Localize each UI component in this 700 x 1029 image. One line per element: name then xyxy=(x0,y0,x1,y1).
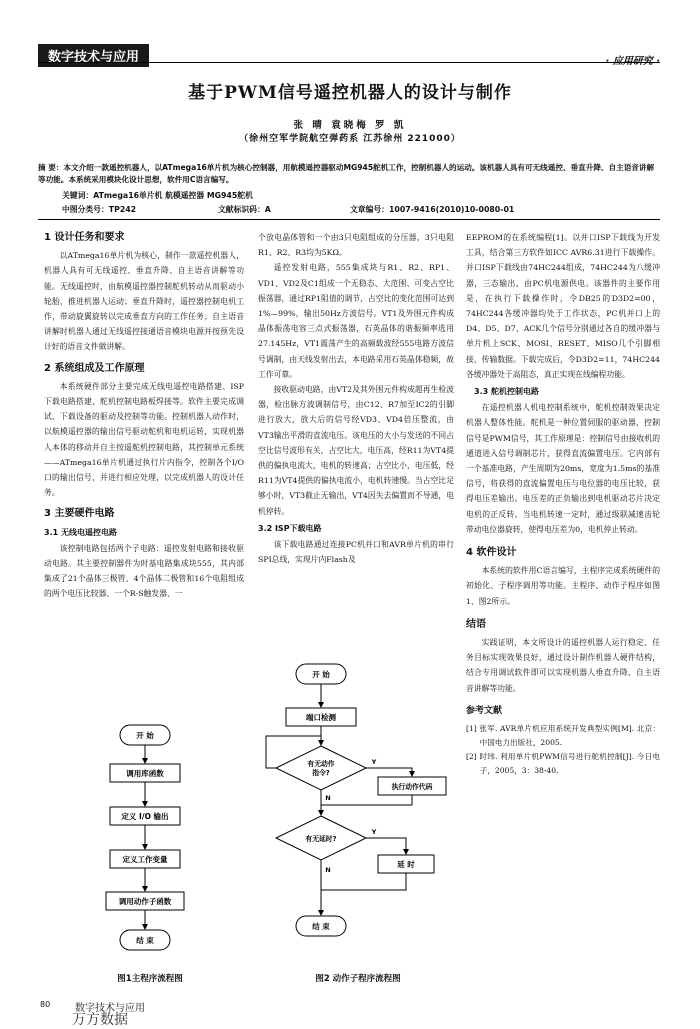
fig2-end-label: 结 束 xyxy=(312,922,330,931)
section-3-1-heading: 3.1 无线电遥控电路 xyxy=(44,527,117,537)
fig2-dec1-line2: 指令? xyxy=(312,769,330,777)
fig2-box3-label: 延 时 xyxy=(397,860,415,869)
references-heading: 参考文献 xyxy=(466,705,503,716)
section-2-paragraph: 本系统硬件部分主要完成无线电遥控电路搭建、ISP下载电路搭建、舵机控制电路板焊接等。软件主要完成调试、下载设备的驱动及控制等功能。控制机器人动作时，以航模遥控器的输出信号驱动舵机和电机运转，实现机器人本体的移动并自主按遥舵机控制电路，其控制单元系统——ATmega16单片机通过执行片内指令，控制各个I/O口的输出信号，并进行相应处理，以完成机器人的设计任务。 xyxy=(44,381,244,498)
authors: 张 晴 袁晓梅 罗 凯 xyxy=(293,120,407,131)
section-3-2-heading: 3.2 ISP下载电路 xyxy=(258,523,322,533)
fig1-end-label: 结 束 xyxy=(136,936,154,945)
col2-paragraph-3: 接收驱动电路，由VT2及其外围元件构成超再生检波器，检出脉方波调制信号，由C12、R7加至IC2的引脚进行放大，放大后的信号经VD3、VD4倍压整流，由VT3输出平滑的直流电压。该电压的大小与发送的不同占空比信号波形有关，占空比大，电压高，经R11为VT4提供的偏执电流大，电机的转速高；占空比小，电压低，经R11为VT4提供的偏执电流小，电机转速慢。当占空比足够小时，VT3截止无输出，VT4因失去偏置而不导通，电机停转。 xyxy=(258,385,454,516)
col2-paragraph-2: 遥控发射电路，555集成块与R1、R2、RP1、VD1、VD2及C1组成一个无稳态、大范围、可变占空比振荡器，通过RP1阻值的调节，占空比的变化范围可达到1%—99%，输出50Hz方波信号。VT1及外围元件构成晶体振荡电容三点式振荡器，石英晶体的谐振频率选用27.145Hz，VT1震荡产生的高频载波经555电路方波信号调制，由天线发射出去，本电路采用石英晶体稳频，故工作可靠。 xyxy=(258,263,454,379)
clc-number: 中图分类号：TP242 xyxy=(62,205,137,214)
fig2-start-label: 开 始 xyxy=(312,670,330,679)
section-3-heading: 3 主要硬件电路 xyxy=(44,508,115,520)
reference-2: [2] 时玮. 利用单片机PWM信号进行舵机控制[J]. 今日电子，2005，3：38-40. xyxy=(466,752,660,776)
fig2-box1-label: 端口检测 xyxy=(306,713,336,722)
fig2-yes-1: Y xyxy=(371,758,377,766)
page-number: 80 xyxy=(40,1000,51,1009)
abstract: 摘 要：本文介绍一款遥控机器人，以ATmega16单片机为核心控制器，用航模遥控器驱动MG945舵机工作，控制机器人的运动。该机器人具有可无线遥控、垂直升降、自主语音讲解等功能。本系统采用模块化设计思想，软件用C语言编写。 xyxy=(38,163,655,184)
abstract-divider xyxy=(38,219,660,220)
col3-paragraph-1: EEPROM的在系统编程[1]。以并口ISP下载线为开发工具，结合第三方软件如ICC AVR6.31进行下载操作。并口ISP下载线由74HC244组成，74HC244为八缓冲器，三态输出，由PC机电源供电。该器件的主要作用是，在执行下载操作时，令DB25的D3D2=00，74HC244各缓冲器均处于工作状态，PC机并口上的D4、D5、D7、ACK几个信号分别通过各自的缓冲器与单片机上SCK、MOSI、RESET、MISO几个引脚相接，传输数据。下载完成后，令D3D2=11，74HC244各缓冲器处于高阻态，真正实现在线编程功能。 xyxy=(466,233,660,379)
col3-paragraph-2: 在遥控机器人机电控制系统中，舵机控制效果决定机器人整体性能。舵机是一种位置伺服的驱动器，控制信号是PWM信号，其工作原理是：控制信号由接收机的通道进入信号调制芯片，获得直流偏置电压。它内部有一个基准电路，产生周期为20ms，宽度为1.5ms的基准信号，将获得的直流偏置电压与电位器的电压比较，获得电压差输出。电压差的正负输出到电机驱动芯片决定电机的正反转。当电机转速一定时，通过级联减速齿轮带动电位器旋转，使得电压差为0，电机停止转动。 xyxy=(466,403,660,534)
column-2 xyxy=(258,230,454,567)
fig1-start-label: 开 始 xyxy=(136,731,154,740)
column-1 xyxy=(44,226,244,602)
fig1-box3-label: 定义工作变量 xyxy=(122,855,168,864)
col3-paragraph-3: 本系统的软件用C语言编写，主程序完成系统硬件的初始化、子程序调用等功能。主程序、动作子程序如图1、图2所示。 xyxy=(466,566,660,606)
fig2-no-2: N xyxy=(325,866,331,874)
figure-2-flowchart xyxy=(258,660,458,990)
section-tag: · 应用研究 · xyxy=(605,56,660,67)
figure-2-caption: 图2 动作子程序流程图 xyxy=(315,974,401,984)
fig2-box2-label: 执行动作代码 xyxy=(391,783,433,791)
article-number: 文章编号：1007-9416(2010)10-0080-01 xyxy=(350,205,515,214)
section-1-paragraph: 以ATmega16单片机为核心，制作一款遥控机器人，机器人具有可无线遥控、垂直升降、自主语音讲解等功能。无线遥控时，由航模遥控器控制舵机转动从而驱动小轮胎，推进机器人运动；垂直升降时，遥控器控制电机工作，带动旋翼旋转以完成垂直方向的工作任务；自主语音讲解时机器人通过无线遥控接通语音模块电源并按预先设计好的语音文件做讲解。 xyxy=(44,251,244,352)
col2-paragraph-1: 个放电晶体管和一个由3只电阻组成的分压器，3只电阻R1、R2、R3均为5KΩ。 xyxy=(258,233,454,258)
footer-journal: 数字技术与应用 xyxy=(75,1003,145,1014)
conclusion-paragraph: 实践证明，本文所设计的遥控机器人运行稳定、任务目标实现效果良好，通过设计制作机器人硬件结构，结合专用调试软件即可以实现机器人垂直升降、自主语音讲解等功能。 xyxy=(466,638,660,693)
fig2-dec1-line1: 有无动作 xyxy=(307,760,335,768)
figure-1-caption: 图1主程序流程图 xyxy=(117,974,183,984)
fig2-dec2-label: 有无延时? xyxy=(305,835,337,843)
keywords: 关键词：ATmega16单片机 航模遥控器 MG945舵机 xyxy=(62,191,253,200)
doc-code: 文献标识码：A xyxy=(218,205,271,214)
header-rule xyxy=(38,62,660,63)
figure-1-flowchart xyxy=(80,722,210,987)
section-3-3-heading: 3.3 舵机控制电路 xyxy=(474,387,539,397)
conclusion-heading: 结语 xyxy=(466,618,486,630)
fig1-box1-label: 调用库函数 xyxy=(126,769,164,778)
affiliation: （徐州空军学院航空弹药系 江苏徐州 221000） xyxy=(239,134,461,144)
journal-banner: 数字技术与应用 xyxy=(38,44,149,67)
fig1-box4-label: 调用动作子函数 xyxy=(118,897,172,906)
section-4-heading: 4 软件设计 xyxy=(466,547,517,559)
reference-1: [1] 张军. AVR单片机应用系统开发典型实例[M]. 北京：中国电力出版社，2005. xyxy=(466,724,660,748)
fig2-no-1: N xyxy=(325,794,331,802)
column-3 xyxy=(466,230,660,778)
paper-title: 基于PWM信号遥控机器人的设计与制作 xyxy=(188,83,512,103)
col2-paragraph-4: 该下载电路通过连接PC机并口和AVR单片机的串行SPI总线，实现片内Flash及 xyxy=(258,540,454,565)
fig1-box2-label: 定义 I/O 输出 xyxy=(121,812,169,821)
section-1-heading: 1 设计任务和要求 xyxy=(44,232,125,243)
section-2-heading: 2 系统组成及工作原理 xyxy=(44,362,145,374)
watermark: 万方数据 xyxy=(72,1012,128,1028)
section-3-1-paragraph: 该控制电路包括两个子电路：遥控发射电路和接收驱动电路。其主要控制器件为时基电路集成块555，其内部集成了21个晶体三极管、4个晶体二极管和16个电阻组成的两个电压比较器、一个R-S触发器、一 xyxy=(44,543,244,599)
fig2-decision-action xyxy=(276,746,366,790)
fig2-yes-2: Y xyxy=(371,828,377,836)
